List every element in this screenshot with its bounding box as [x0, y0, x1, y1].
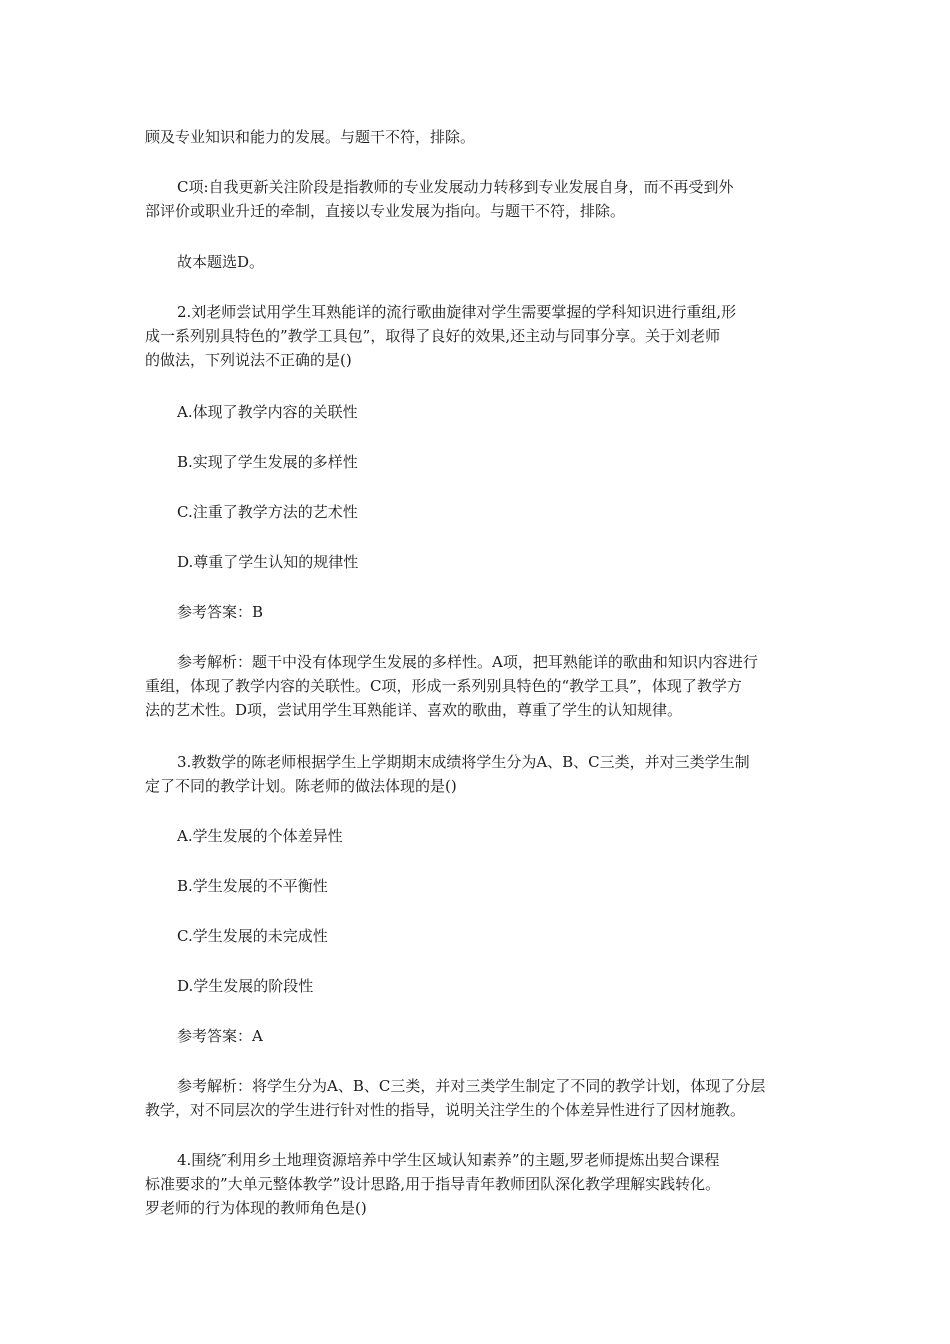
text-line: 标准要求的”大单元整体教学”设计思路,用于指导青年教师团队深化教学理解实践转化。 [145, 1175, 721, 1193]
text-line: 部评价或职业升迁的牵制，直接以专业发展为指向。与题干不符，排除。 [145, 202, 626, 220]
text-line: 教学，对不同层次的学生进行针对性的指导，说明关注学生的个体差异性进行了因材施教。 [145, 1101, 746, 1119]
text-line: 法的艺术性。D项，尝试用学生耳熟能详、喜欢的歌曲，尊重了学生的认知规律。 [145, 701, 683, 719]
text-line: 3.教数学的陈老师根据学生上学期期末成绩将学生分为A、B、C三类，并对三类学生制 [177, 753, 750, 771]
text-line: 顾及专业知识和能力的发展。与题干不符，排除。 [145, 128, 476, 146]
text-line: 2.刘老师尝试用学生耳熟能详的流行歌曲旋律对学生需要掌握的学科知识进行重组,形 [177, 303, 737, 321]
question-2-option-a: A.体现了教学内容的关联性 [177, 403, 358, 421]
question-4-stem [145, 1148, 815, 1220]
question-3-option-b: B.学生发展的不平衡性 [177, 877, 328, 895]
question-3-option-c: C.学生发展的未完成性 [177, 927, 328, 945]
question-3-option-d: D.学生发展的阶段性 [177, 977, 314, 995]
question-2-stem [145, 300, 815, 372]
question-2-answer: 参考答案：B [177, 603, 264, 621]
question-2-option-c: C.注重了教学方法的艺术性 [177, 503, 358, 521]
paragraph-option-c-analysis [145, 175, 815, 223]
text-line: 参考解析：题干中没有体现学生发展的多样性。A项，把耳熟能详的歌曲和知识内容进行 [177, 653, 758, 671]
question-3-stem [145, 750, 815, 798]
question-2-option-d: D.尊重了学生认知的规律性 [177, 553, 359, 571]
text-line: 故本题选D。 [177, 253, 265, 271]
question-2-analysis [145, 650, 815, 722]
paragraph-option-b-conclusion [145, 125, 815, 149]
text-line: 参考解析：将学生分为A、B、C三类，并对三类学生制定了不同的教学计划，体现了分层 [177, 1077, 766, 1095]
text-line: 4.围绕″利用乡土地理资源培养中学生区域认知素养”的主题,罗老师提炼出契合课程 [177, 1151, 720, 1169]
question-3-analysis [145, 1074, 815, 1122]
question-3-answer: 参考答案：A [177, 1027, 263, 1045]
text-line: 重组，体现了教学内容的关联性。C项，形成一系列别具特色的“教学工具”，体现了教学方 [145, 677, 742, 695]
question-2-option-b: B.实现了学生发展的多样性 [177, 453, 358, 471]
text-line: 成一系列别具特色的”教学工具包”，取得了良好的效果,还主动与同事分享。关于刘老师 [145, 327, 721, 345]
text-line: 罗老师的行为体现的教师角色是() [145, 1199, 367, 1217]
text-line: C项:自我更新关注阶段是指教师的专业发展动力转移到专业发展自身，而不再受到外 [177, 178, 734, 196]
text-line: 定了不同的教学计划。陈老师的做法体现的是() [145, 777, 457, 795]
text-line: 的做法，下列说法不正确的是() [145, 351, 352, 369]
question-3-option-a: A.学生发展的个体差异性 [177, 827, 343, 845]
paragraph-answer-conclusion [145, 250, 815, 274]
